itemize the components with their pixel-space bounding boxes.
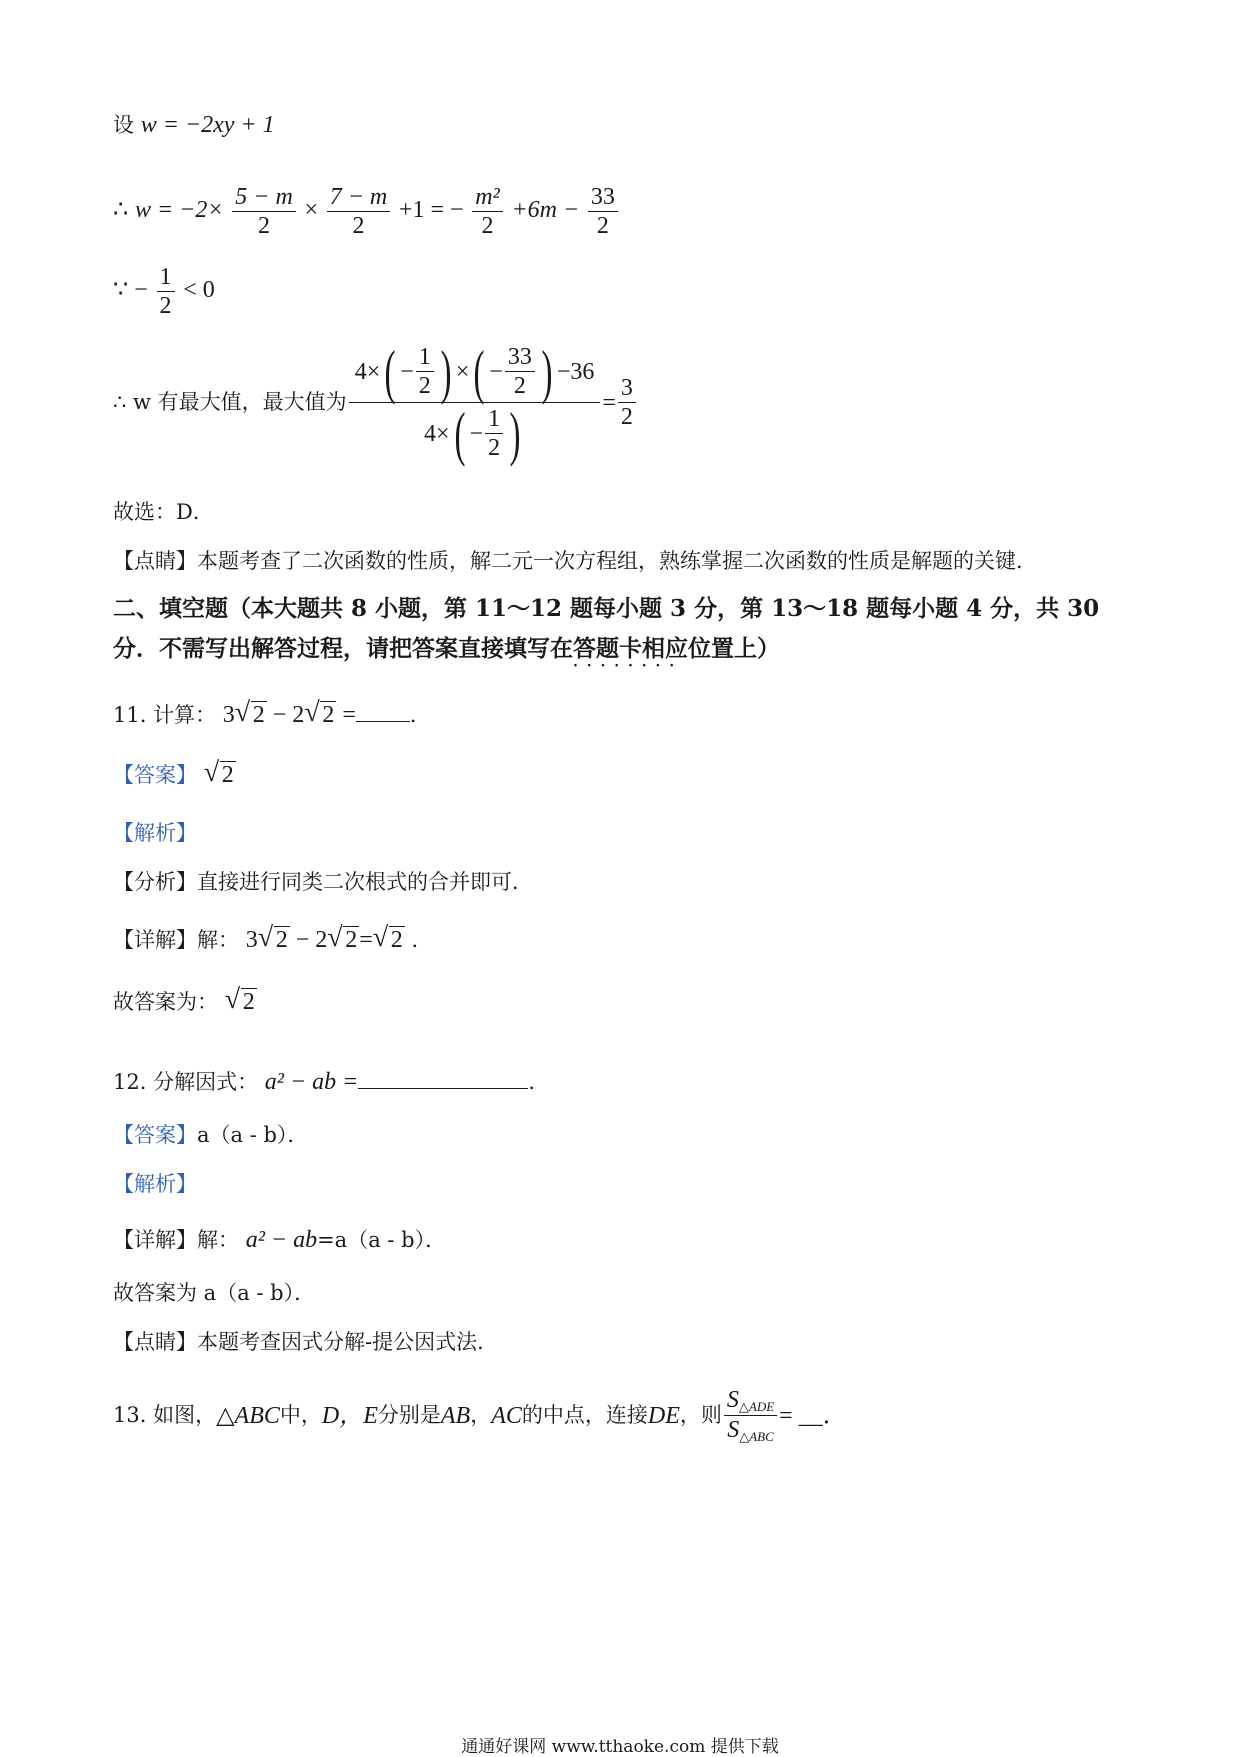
question-13: 13. 如图， △ ABC 中， D，E 分别是 AB ， AC 的中点，连接 DE ，则 $\frac{S_{\triangle ADE}}{S_{\triangle ABC}}$ = __． xyxy=(113,1387,847,1444)
math-expr: +1 = − xyxy=(398,197,464,223)
denominator: 2 xyxy=(159,293,172,319)
question-11: 11. 计算： 3√ 2 − 2√ 2 = ． xyxy=(113,703,431,727)
numerator: 5 − m xyxy=(232,185,296,212)
numerator: 1 xyxy=(157,265,175,292)
tag-xiangjie: 【详解】 xyxy=(113,1228,197,1252)
sqrt: √ 2 xyxy=(206,763,236,787)
because-expr: ∵ − xyxy=(113,277,148,303)
line-choose-d xyxy=(113,502,214,523)
answer-blank xyxy=(358,1088,528,1089)
tag-analysis: 【解析】 xyxy=(113,821,197,845)
analysis-11 xyxy=(113,823,197,844)
fenxi-11: 【分析】直接进行同类二次根式的合并即可． xyxy=(113,870,533,894)
xiangjie-11: 【详解】解： 3√ 2 − 2√ 2=√ 2 ． xyxy=(113,928,432,952)
math-expr: < 0 xyxy=(183,277,215,303)
math-expr: a² − ab xyxy=(245,1227,318,1253)
math-expr: w = −2xy + 1 xyxy=(140,112,275,138)
text: 本题考查了二次函数的性质，解二元一次方程组，熟练掌握二次函数的性质是解题的关键． xyxy=(197,549,1037,573)
denominator: 2 xyxy=(258,213,271,239)
denominator: 2 xyxy=(481,213,494,239)
line-w-expansion xyxy=(113,185,620,238)
fraction xyxy=(327,185,391,238)
times-symbol: × xyxy=(304,197,319,223)
num-coef: 4× xyxy=(354,358,381,385)
fraction: $\frac{1}{2}$ xyxy=(416,345,434,398)
sqrt: √ 2 xyxy=(237,703,267,727)
text: 故选：D． xyxy=(113,500,214,524)
line-max-value xyxy=(113,338,638,467)
analysis-12 xyxy=(113,1174,197,1195)
dianjing-12: 【点睛】本题考查因式分解-提公因式法． xyxy=(113,1330,499,1354)
section-heading: 二、填空题（本大题共 8 小题，第 11～12 题每小题 3 分，第 13～18 题每小题 4 分，共 30 xyxy=(113,595,1100,622)
fraction xyxy=(232,185,296,238)
equals-sign: = xyxy=(602,389,616,416)
denominator: 2 xyxy=(596,213,609,239)
tag-xiangjie: 【详解】 xyxy=(113,928,197,952)
denominator: 2 xyxy=(352,213,365,239)
sqrt: √ 2 xyxy=(306,703,336,727)
numerator: 33 xyxy=(588,185,618,212)
line-dianjing xyxy=(113,551,1037,572)
emphasis-dots: 答题卡相应位置上 · · · xyxy=(573,637,757,660)
footer-source: 通通好课网 www.tthaoke.com 提供下载 xyxy=(461,1737,779,1757)
numerator: 7 − m xyxy=(327,185,391,212)
math-expr: a² − ab = xyxy=(264,1069,359,1095)
answer-blank xyxy=(356,721,410,722)
tag-answer: 【答案】 xyxy=(113,1123,197,1147)
therefore-symbol: ∴ xyxy=(113,197,129,223)
numerator: m² xyxy=(472,185,503,212)
tag-dianjing: 【点睛】 xyxy=(113,1330,197,1354)
question-12: 12. 分解因式： a² − ab = ． xyxy=(113,1069,550,1095)
tag-analysis: 【解析】 xyxy=(113,1172,197,1196)
denominator: 4× ( − $\frac{1}{2}$ ) xyxy=(423,400,521,467)
sqrt: √ 2 xyxy=(227,990,257,1014)
result-fraction: $\frac{3}{2}$ xyxy=(618,376,636,429)
answer-11 xyxy=(113,763,236,787)
line-set-w xyxy=(113,113,275,137)
tag-answer: 【答案】 xyxy=(113,763,197,787)
triangle-symbol: △ xyxy=(216,1402,235,1429)
fraction xyxy=(588,185,618,238)
fraction: $\frac{33}{2}$ xyxy=(505,345,535,398)
section-heading-line1 xyxy=(113,597,1099,620)
fraction: $\frac{1}{2}$ xyxy=(485,407,503,460)
math-expr: 3√ 2 − 2√ 2=√ 2 xyxy=(246,927,405,953)
tag-fenxi: 【分析】 xyxy=(113,870,197,894)
line-because xyxy=(113,265,215,318)
section-heading-line2: 分．不需写出解答过程，请把答案直接填写在答题卡相应位置上 · · ·） xyxy=(113,637,780,660)
math-expr: +6m − xyxy=(511,197,580,223)
final-answer-11: 故答案为： √ 2 xyxy=(113,990,257,1014)
fraction xyxy=(157,265,175,318)
xiangjie-12: 【详解】解： a² − ab=a（a - b）． xyxy=(113,1227,447,1253)
fraction xyxy=(472,185,503,238)
text: ∴ w 有最大值，最大值为 xyxy=(113,390,347,414)
area-ratio-fraction: $\frac{S_{\triangle ADE}}{S_{\triangle ABC}}$ xyxy=(724,1388,777,1443)
text: 设 xyxy=(113,113,134,137)
answer-12: 【答案】a（a - b）． xyxy=(113,1123,309,1147)
big-fraction xyxy=(349,338,601,467)
math-expr: 3√ 2 − 2√ 2 = xyxy=(223,702,356,728)
final-answer-12: 故答案为 a（a - b）． xyxy=(113,1281,316,1305)
math-expr: w = −2× xyxy=(134,197,224,223)
tag-dianjing: 【点睛】 xyxy=(113,549,197,573)
num-tail: −36 xyxy=(556,358,595,385)
numerator: 4× ( − $\frac{1}{2}$ ) × ( − $\frac{33}{2}$ ) −36 xyxy=(349,345,601,403)
